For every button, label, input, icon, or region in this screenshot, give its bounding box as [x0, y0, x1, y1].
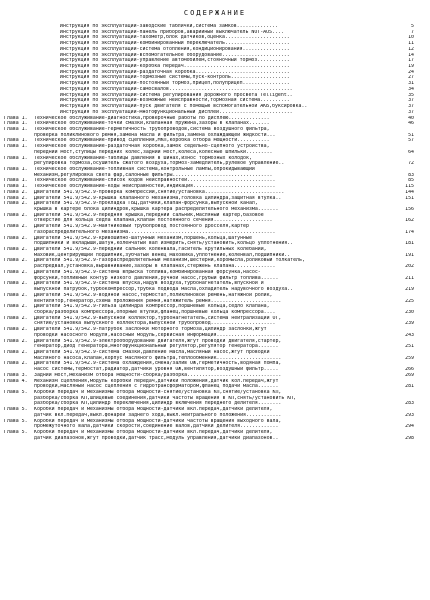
page-title: СОДЕРЖАНИЕ [183, 9, 247, 17]
toc-page-number: 14 [408, 52, 414, 58]
toc-list [0, 24, 430, 441]
toc-page-number: 11 [408, 41, 414, 47]
toc-entry-text: проверка поликлинового ремня,замена масла и фильтра,замена охлаждающей жидкости... [34, 132, 276, 138]
toc-entry-text: датчик диапазонов,жгут проводки,датчик трасс,модуль управления,датчики диапазонов.. [34, 435, 279, 441]
toc-entry-text: Инструкция по эксплуатации-возможные неисправности,тормозная система.......... [60, 98, 290, 104]
toc-entry-text: крышка в картере блока цилиндров,крышка картера распределительного механизма....... [34, 207, 279, 212]
toc-entry-text: Коробки передач и механизмы отбора мощности-снятие/установка КП,снятие/установка КП, [34, 390, 282, 395]
toc-entry-text: Двигатели 541.9/542.9-прокладка ГБЦ,датчики,клапан-форсунка,выпускной канал, [34, 201, 258, 207]
toc-chapter-label: Глава 1. [4, 115, 28, 121]
toc-entry-text: снятие/установка выпускного коллектора,выпускной трубопровод...................... [34, 321, 276, 327]
toc-entry-text: Инструкция по эксплуатации-тахометр,блок датчиков,оценка...................... [60, 35, 290, 41]
toc-chapter-label: Глава 2. [4, 327, 28, 333]
toc-chapter-label: Глава 5. [4, 430, 28, 436]
toc-entry-text: Инструкция по эксплуатации-комбинированный переключатель...................... [60, 41, 290, 47]
toc-chapter-label: Глава 1. [4, 144, 28, 150]
toc-page-number: 10 [408, 35, 414, 41]
toc-chapter-label: Глава 1. [4, 178, 28, 184]
toc-entry-text: Двигатели 541.9/542.9-кривошипно-шатунный механизм,поршень,кольца,шатунные [34, 235, 252, 241]
toc-chapter-label: Глава 5. [4, 418, 28, 424]
toc-chapter-label: Глава 2. [4, 224, 28, 230]
toc-entry-text: Инструкция по эксплуатации-пуск двигателя с помощью вспомогательной АКБ,буксировка.. [60, 104, 308, 110]
toc-page-number: 281 [405, 384, 414, 390]
toc-page-number: 202 [405, 264, 414, 270]
toc-chapter-label: Глава 1. [4, 126, 28, 132]
toc-page-number: 19 [408, 64, 414, 70]
toc-chapter-label: Глава 2. [4, 361, 28, 367]
toc-entry-text: генератор,диод генератора,многофункциональный регулятор,регулятор генератора....... [34, 344, 279, 350]
toc-entry-text: Двигатели 541.9/542.9-система впрыска топлива,комбинированная форсунка,насос- [34, 269, 261, 275]
toc-entry-text: Техническое обслуживание-список кодов неисправностей.............................. [34, 178, 276, 184]
toc-chapter-label: Глава 2. [4, 338, 28, 344]
toc-chapter-label: Глава 2. [4, 195, 28, 201]
toc-page-number: 5 [411, 24, 414, 29]
toc-page-number: 151 [405, 195, 414, 201]
toc-entry-text: разборка/сборка КП,шлицевые соединения,датчики частоты вращения в КП,снять/установить КП, [34, 395, 297, 401]
toc-entry-text: проводки,масляный насос сцепления с гидротрансформатором,фланец подачи масла....... [34, 384, 279, 390]
toc-entry-text: вентилятор,генератор,схема проложения ремня,натяжитель ремня........................ [34, 298, 282, 304]
toc-entry-text: Техническое обслуживание-таблицы давления в шинах,износ тормозных колодок, [34, 155, 252, 161]
toc-page-number: 51 [408, 132, 414, 138]
toc-page-number: 298 [405, 435, 414, 441]
toc-page-number: 293 [405, 412, 414, 418]
toc-entry-text: Двигатели 541.9/542.9-проверка компрессии,снятие/установка........................... [34, 189, 285, 195]
toc-page-number: 225 [405, 298, 414, 304]
toc-entry-text: Инструкция по эксплуатации-тормозные системы,пуск-контроль.................... [60, 75, 290, 81]
toc-page-number: 243 [405, 332, 414, 338]
toc-page-number: 144 [405, 189, 414, 195]
toc-entry-text: подшипники и вкладыши,шатун,коленчатый вал измерить,снять/установить,кольцо уплотнения.. [34, 241, 294, 247]
toc-entry-text: сборка/разборка компрессора,опорные втулки,фланец,поршневые кольца компрессора.... [34, 309, 276, 315]
toc-chapter-label: Глава 2. [4, 212, 28, 218]
toc-entry-text: распредвал,установка,выравнивание,зазоры в клапанах,стержень клапана.............. [34, 264, 276, 270]
toc-page-number: 34 [408, 86, 414, 92]
toc-entry-text: насос системы,термостат,радиатор,датчики уровня ОЖ,вентилятор,воздушный фильтр..... [34, 367, 279, 373]
toc-entry-text: отверстие для кольца седла клапана,клапан постоянного сечения.................... [34, 218, 273, 224]
toc-page-number: 37 [408, 98, 414, 104]
toc-page-number: 72 [408, 161, 414, 167]
toc-entry [0, 436, 430, 442]
toc-entry-text: Инструкция по эксплуатации-коробка передач.................................... [60, 64, 290, 70]
toc-chapter-label: Глава 2. [4, 281, 28, 287]
toc-entry-text: форсунки,топливный контур низкого давления,ручной насос,грубый фильтр топлива...... [34, 275, 279, 281]
toc-entry-text: Двигатели 541.9/542.9-система впуска,надув воздуха,турбонагнетатель,впускной и [34, 281, 264, 287]
toc-page-number: 37 [408, 104, 414, 110]
toc-entry-text: Инструкция по эксплуатации-вспомогательное оборудование....................... [60, 52, 290, 58]
toc-entry-text: Коробки передач и механизмы отбора мощности-датчики вкл.передач,датчики делителя, [34, 430, 273, 436]
toc-entry-text: разборка/сборка КП,цилиндр переключения,цилиндр включения переднего делителя........ [34, 401, 282, 407]
toc-entry-text: Двигатели 541.9/542.9-газораспределительный механизм,шестерни,коромысла,роликовый толкатель, [34, 258, 305, 264]
toc-entry-text: масляного насоса,клапан,корпус масляного фильтра,теплообменник...................... [34, 355, 282, 361]
toc-page-number: 230 [405, 309, 414, 315]
toc-chapter-label: Глава 1. [4, 166, 28, 172]
toc-entry-text: Двигатели 541.9/542.9-крышка клапанного механизма,головка цилиндра,защитная втулка.. [34, 195, 282, 201]
toc-page-number: 266 [405, 367, 414, 373]
toc-entry-text: Инструкция по эксплуатации-заводские таблички,система замков.............. [60, 24, 278, 29]
toc-page-number: 7 [411, 29, 414, 35]
toc-entry-text: Коробки передач и механизмы отбора мощности-датчики вкл.передач,датчики делителя, [34, 407, 273, 413]
toc-entry-text: датчик вкл.передач,выкл.фонарей заднего хода,выкл.нейтрального положения............ [34, 412, 282, 418]
toc-chapter-label: Глава 1. [4, 184, 28, 190]
toc-chapter-label: Глава 5. [4, 407, 28, 413]
toc-page-number: 239 [405, 321, 414, 327]
toc-chapter-label: Глава 2. [4, 235, 28, 241]
toc-entry-text: Инструкция по эксплуатации-система отопления,кондиционирования................ [60, 46, 290, 52]
toc-entry-text: Техническое обслуживание-точки смазки,клапанная пружина,зазоры в клапанах....... [34, 121, 270, 127]
toc-entry-text: Техническое обслуживание-диагностика,проверочные работы по дисплею.............. [34, 115, 270, 121]
toc-page-number: 17 [408, 58, 414, 64]
toc-entry-text: Двигатели 541.9/542.9-система смазки,давление масла,масляный насос,жгут проводки [34, 349, 270, 355]
toc-entry-text: выпускной патрубок,турбокомпрессор,трубка подвода масла,охладитель надувочного воздуха.. [34, 287, 294, 293]
toc-entry-text: промежуточного вала,датчики скорости,соединение валов,датчики делителя............. [34, 424, 279, 430]
toc-entry-text: Коробки передач и механизмы отбора мощности-датчики частоты вращения выходного вала, [34, 418, 282, 424]
toc-page-number: 294 [405, 424, 414, 430]
toc-page-number: 181 [405, 241, 414, 247]
toc-chapter-label: Глава 2. [4, 349, 28, 355]
toc-page-number: 162 [405, 218, 414, 224]
toc-entry-text: Инструкция по эксплуатации-управление автомобилем,стояночный тормоз........... [60, 58, 290, 64]
toc-chapter-label: Глава 2. [4, 258, 28, 264]
toc-entry-text: газораспределительного механизма.................................................. [34, 229, 276, 235]
toc-entry-text: Техническое обслуживание-топливная система,контрольные лампы,опрокидывающий [34, 166, 255, 172]
toc-entry-text: Двигатели 541.9/542.9-электрооборудование двигателя,жгут проводки двигателя,стартер, [34, 338, 282, 344]
toc-page-number: 174 [405, 229, 414, 235]
toc-entry-text: Инструкция по эксплуатации-самосвалов.......................................... [60, 86, 293, 92]
toc-page-number: 24 [408, 69, 414, 75]
toc-chapter-label: Глава 2. [4, 269, 28, 275]
toc-entry-text: Двигатели 541.9/542.9-выпускной коллектор,турбонагнетатель,система нейтрализации ОГ, [34, 315, 282, 321]
toc-chapter-label: Глава 2. [4, 201, 28, 207]
toc-page-number: 115 [405, 184, 414, 190]
toc-chapter-label: Глава 1. [4, 121, 28, 127]
toc-entry-text: Инструкция по эксплуатации-раздаточная коробка................................ [60, 69, 290, 75]
toc-page-number: 12 [408, 46, 414, 52]
toc-chapter-label: Глава 5. [4, 390, 28, 395]
toc-entry-text: Двигатели 541.9/542.9-передняя крышка,передний сальник,масляный картер,базовое [34, 212, 264, 218]
toc-chapter-label: Глава 2. [4, 304, 28, 310]
toc-entry-text: Инструкция по эксплуатации-панель приборов,аварийный выключатель NOT-AUS.... [60, 29, 284, 35]
toc-chapter-label: Глава 1. [4, 138, 28, 144]
toc-page-number: 40 [408, 115, 414, 121]
toc-entry-text: механизм,регулировка света фар,салонные фильтры.................................. [34, 172, 273, 178]
toc-entry-text: Техническое обслуживание-герметичность трубопроводов,система воздушного фильтра, [34, 126, 270, 132]
toc-page-number: 83 [408, 172, 414, 178]
toc-page-number: 27 [408, 75, 414, 81]
toc-page-number: 191 [405, 252, 414, 258]
toc-page-number: 57 [408, 138, 414, 144]
toc-entry-text: маховик,центрирующий подшипник,зубчатый венец маховика,уплотнение,коленвал,подшипники.. [34, 252, 291, 258]
toc-chapter-label: Глава 2. [4, 315, 28, 321]
toc-chapter-label: Глава 3. [4, 372, 28, 378]
toc-chapter-label: Глава 2. [4, 247, 28, 253]
toc-entry-text: Техническое обслуживание-привод сцепления,МКП,коробка отбора мощности........... [34, 138, 270, 144]
toc-page-number: 64 [408, 149, 414, 155]
toc-entry-text: передний мост,ступицы передних колес,задний мост,колеса,колесные шпильки......... [34, 149, 273, 155]
toc-chapter-label: Глава 1. [4, 155, 28, 161]
toc-page-number: 269 [405, 372, 414, 378]
toc-page-number: 37 [408, 109, 414, 115]
toc-page-number: 156 [405, 207, 414, 212]
toc-page-number: 251 [405, 344, 414, 350]
toc-page-number: 35 [408, 92, 414, 98]
toc-entry-text: Инструкция по эксплуатации-система регулирования дорожного просвета Telligent.. [60, 92, 293, 98]
toc-entry-text: Двигатели 541.9/542.9-водяной насос,термостат,поликлиновой ремень,натяжной ролик, [34, 292, 273, 298]
toc-entry-text: Двигатели 541.9/542.9-патрубок заслонки моторного тормоза,цилиндр заслонки,жгут [34, 327, 267, 333]
toc-page-number: 259 [405, 355, 414, 361]
toc-chapter-label: Глава 4. [4, 378, 28, 384]
toc-entry-text: Задний мост,механизм отбора мощности-сборка/разборка................................ [34, 372, 282, 378]
toc-page-number: 211 [405, 275, 414, 281]
toc-entry-text: Механизм сцепления,модуль коробки передач,датчики положения,датчик кол.передач,жгут [34, 378, 279, 384]
toc-chapter-label: Глава 2. [4, 292, 28, 298]
toc-entry-text: проводки насосного модуля,насосный модуль,сервисная информация...................... [34, 332, 282, 338]
toc-entry-text: регулировка тормоза,осушитель сжатого воздуха,тормоз-замедлитель,рулевое управление.. [34, 161, 285, 167]
toc-entry-text: Техническое обслуживание-коды неисправностей,индикация............................ [34, 184, 276, 190]
toc-entry-text: Двигатели 541.9/542.9-система охлаждения,смена/залив ОЖ,герметичность,водяная помпа, [34, 361, 282, 367]
toc-entry-text: Двигатели 541.9/542.9-гильза цилиндра компрессор,поршневые кольца,седло клапана, [34, 304, 270, 310]
toc-entry-text: Инструкция по эксплуатации-постоянный тормоз,прицеп,полуприцеп................ [60, 81, 290, 87]
toc-page-number: 85 [408, 178, 414, 184]
toc-page-number: 46 [408, 121, 414, 127]
toc-entry-text: Двигатели 541.9/542.9-маятниковый трубопровод постоянного дросселя,картер [34, 224, 249, 230]
toc-page-number: 283 [405, 401, 414, 407]
toc-page-number: 219 [405, 287, 414, 293]
toc-chapter-label: Глава 2. [4, 189, 28, 195]
toc-page-number: 31 [408, 81, 414, 87]
toc-entry-text: Техническое обслуживание-раздаточная коробка,замок седельно-сцепного устройства, [34, 144, 270, 150]
toc-entry-text: Двигатели 541.9/542.9-передний сальник коленвала,гаситель крутильных колебаний, [34, 247, 267, 253]
toc-entry-text: Инструкция по эксплуатации-многофункциональный дисплей......................... [60, 109, 293, 115]
